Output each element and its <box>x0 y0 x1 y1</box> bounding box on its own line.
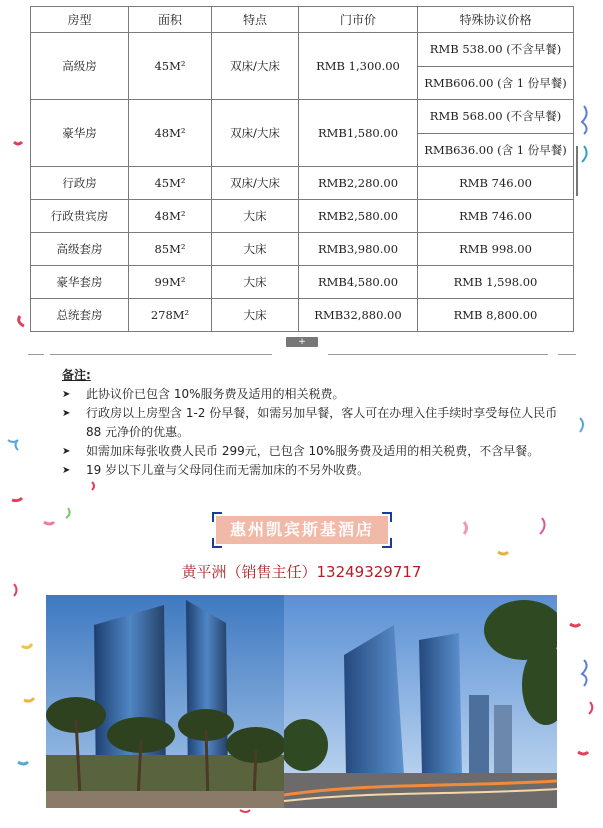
header-feature: 特点 <box>212 7 299 33</box>
sales-contact: 黄平洲（销售主任）13249329717 <box>181 563 422 581</box>
cell-rack-rate: RMB2,280.00 <box>299 167 418 200</box>
bullet-arrow-icon: ➤ <box>62 446 71 457</box>
table-row <box>31 100 574 134</box>
cell-special-rate: RMB636.00 (含 1 份早餐) <box>418 133 574 167</box>
bullet-arrow-icon: ➤ <box>62 465 71 476</box>
cell-rack-rate: RMB3,980.00 <box>299 233 418 266</box>
cell-special-rate: RMB 538.00 (不含早餐) <box>418 33 574 67</box>
header-special-rate: 特殊协议价格 <box>418 7 574 33</box>
cell-area: 45M² <box>129 33 212 100</box>
cell-rack-rate: RMB4,580.00 <box>299 266 418 299</box>
notes-section <box>62 366 562 480</box>
note-text: 此协议价已包含 10%服务费及适用的相关税费。 <box>86 387 345 401</box>
cell-feature: 双床/大床 <box>212 167 299 200</box>
table-row <box>31 33 574 67</box>
table-header-row <box>31 7 574 33</box>
table-row <box>31 200 574 233</box>
cell-area: 48M² <box>129 200 212 233</box>
cell-special-rate: RMB 8,800.00 <box>418 299 574 332</box>
cell-room-type: 行政房 <box>31 167 129 200</box>
header-room-type: 房型 <box>31 7 129 33</box>
note-text: 19 岁以下儿童与父母同住而无需加床的不另外收费。 <box>86 463 370 477</box>
cell-room-type: 高级套房 <box>31 233 129 266</box>
cell-special-rate: RMB 746.00 <box>418 167 574 200</box>
header-area: 面积 <box>129 7 212 33</box>
cell-area: 278M² <box>129 299 212 332</box>
cell-room-type: 总统套房 <box>31 299 129 332</box>
hotel-tower-photo <box>46 595 284 808</box>
cell-feature: 大床 <box>212 200 299 233</box>
bullet-arrow-icon: ➤ <box>62 389 71 400</box>
hotel-name-box <box>212 512 392 548</box>
cell-room-type: 豪华套房 <box>31 266 129 299</box>
table-row <box>31 299 574 332</box>
table-row <box>31 266 574 299</box>
hotel-photos <box>46 595 557 808</box>
cell-area: 48M² <box>129 100 212 167</box>
bullet-arrow-icon: ➤ <box>62 408 71 419</box>
scroll-thumb[interactable] <box>576 146 578 196</box>
header-rack-rate: 门市价 <box>299 7 418 33</box>
cell-area: 85M² <box>129 233 212 266</box>
cell-special-rate: RMB 568.00 (不含早餐) <box>418 100 574 134</box>
cell-special-rate: RMB 998.00 <box>418 233 574 266</box>
table-scrollbar[interactable] <box>574 6 580 336</box>
list-item <box>62 404 562 442</box>
cell-feature: 双床/大床 <box>212 33 299 100</box>
list-item <box>62 461 562 480</box>
cell-rack-rate: RMB32,880.00 <box>299 299 418 332</box>
cell-rack-rate: RMB1,580.00 <box>299 100 418 167</box>
cell-room-type: 行政贵宾房 <box>31 200 129 233</box>
cell-rack-rate: RMB 1,300.00 <box>299 33 418 100</box>
cell-feature: 大床 <box>212 299 299 332</box>
cell-area: 99M² <box>129 266 212 299</box>
hotel-name: 惠州凯宾斯基酒店 <box>216 516 388 544</box>
cell-special-rate: RMB606.00 (含 1 份早餐) <box>418 66 574 100</box>
cell-area: 45M² <box>129 167 212 200</box>
rate-table <box>30 6 574 332</box>
add-row-button[interactable]: + <box>286 337 318 347</box>
note-text: 如需加床每张收费人民币 299元，已包含 10%服务费及适用的相关税费，不含早餐。 <box>86 444 540 458</box>
cell-special-rate: RMB 1,598.00 <box>418 266 574 299</box>
cell-room-type: 高级房 <box>31 33 129 100</box>
list-item <box>62 442 562 461</box>
table-row <box>31 233 574 266</box>
cell-rack-rate: RMB2,580.00 <box>299 200 418 233</box>
cell-room-type: 豪华房 <box>31 100 129 167</box>
list-item <box>62 385 562 404</box>
cell-feature: 大床 <box>212 266 299 299</box>
cell-feature: 双床/大床 <box>212 100 299 167</box>
cell-special-rate: RMB 746.00 <box>418 200 574 233</box>
table-row <box>31 167 574 200</box>
notes-title: 备注: <box>62 368 91 382</box>
page-break-divider <box>28 352 576 358</box>
note-text: 行政房以上房型含 1-2 份早餐，如需另加早餐，客人可在办理入住手续时享受每位人民币 88 元净价的优惠。 <box>86 406 558 439</box>
cell-feature: 大床 <box>212 233 299 266</box>
hotel-skyline-photo <box>284 595 557 808</box>
